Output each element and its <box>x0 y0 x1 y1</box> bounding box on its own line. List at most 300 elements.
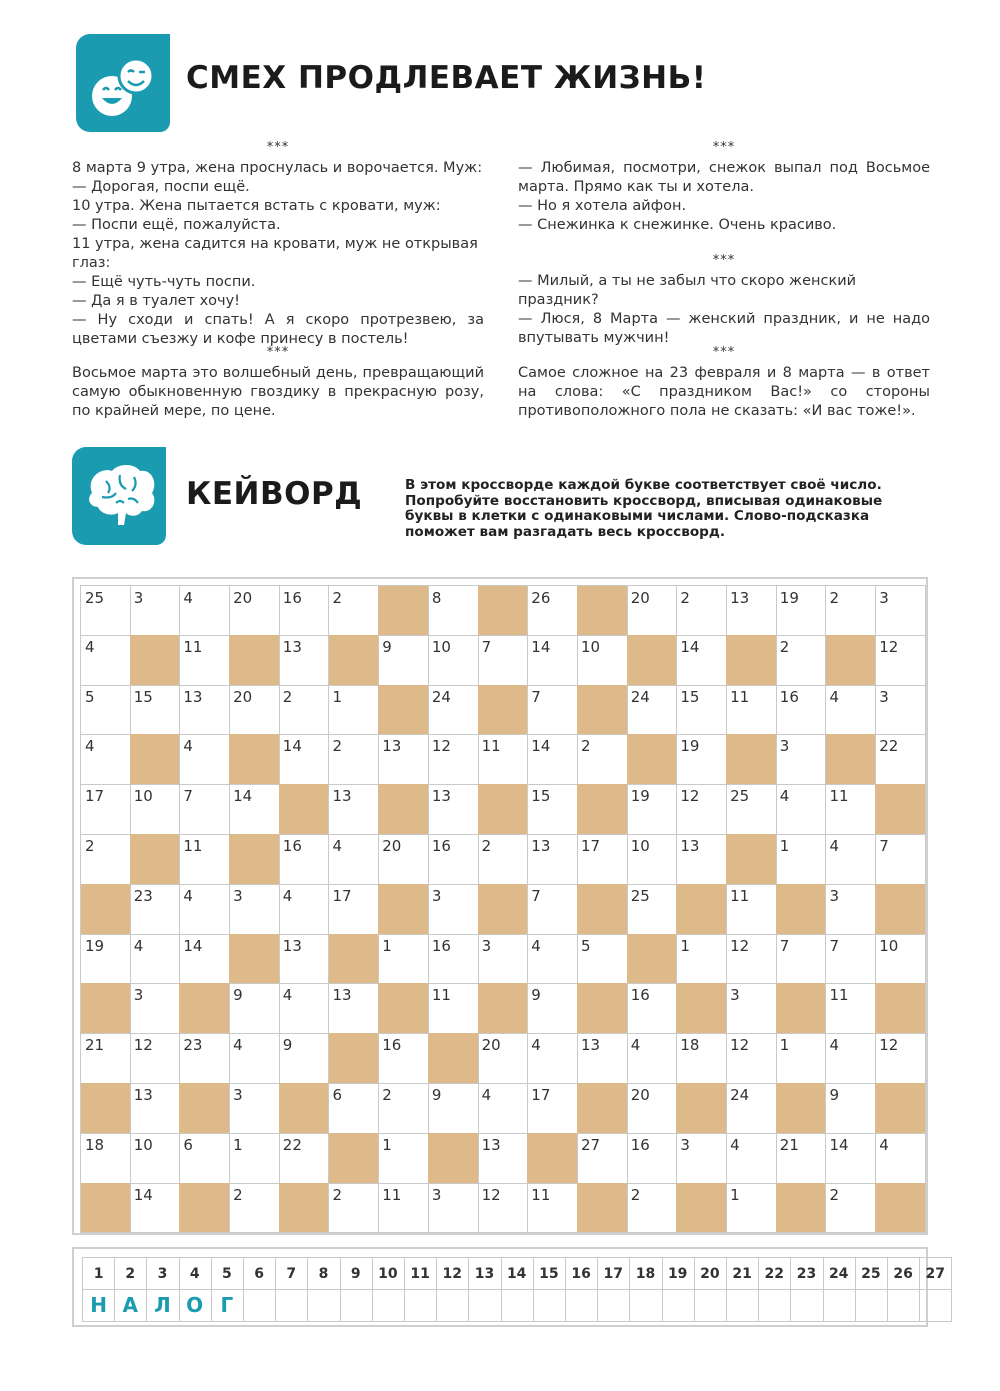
crossword-cell[interactable] <box>130 1183 181 1234</box>
crossword-cell[interactable] <box>627 884 678 935</box>
cell-number: 24 <box>730 1086 750 1104</box>
crossword-cell[interactable] <box>776 734 827 785</box>
crossword-cell[interactable] <box>478 934 529 985</box>
crossword-cell[interactable] <box>527 934 578 985</box>
crossword-cell[interactable] <box>527 685 578 736</box>
cell-number: 4 <box>282 886 293 905</box>
crossword-cell[interactable] <box>826 884 877 935</box>
cell-number: 11 <box>382 1185 402 1204</box>
crossword-cell[interactable] <box>726 884 777 935</box>
crossword-cell[interactable] <box>378 1083 429 1134</box>
joke-line: 11 утра, жена садится на кровати, муж не открывая глаз: <box>72 236 478 271</box>
crossword-cell[interactable] <box>329 734 380 785</box>
crossword-grid <box>72 577 928 1235</box>
crossword-cell[interactable] <box>229 1083 280 1134</box>
crossword-block-cell <box>577 1083 628 1134</box>
key-number: 23 <box>790 1257 823 1290</box>
crossword-cell[interactable] <box>726 1133 777 1184</box>
cell-number: 12 <box>133 1036 153 1055</box>
crossword-block-cell <box>378 983 429 1034</box>
joke-line: Восьмое марта это волшебный день, превращающий самую обыкновенную гвоздику в прекрасную розу, по крайней мере, по цене. <box>72 365 484 419</box>
crossword-block-cell <box>378 585 429 636</box>
crossword-cell[interactable] <box>875 834 926 885</box>
crossword-cell[interactable] <box>279 585 330 636</box>
crossword-cell[interactable] <box>179 834 230 885</box>
cell-number: 3 <box>133 589 144 607</box>
cell-number: 2 <box>829 1185 840 1204</box>
joke-line: — Ну сходи и спать! А я скоро протрезвею, за цветами съезжу и кофе принесу в постель! <box>72 312 484 347</box>
key-letter-input[interactable] <box>758 1289 791 1322</box>
cell-number: 20 <box>630 589 650 607</box>
crossword-block-cell <box>378 884 429 935</box>
crossword-cell[interactable] <box>478 1133 529 1184</box>
crossword-cell[interactable] <box>329 685 380 736</box>
cell-number: 10 <box>133 1135 153 1154</box>
cell-number: 3 <box>431 886 442 905</box>
crossword-cell[interactable] <box>478 834 529 885</box>
key-number: 11 <box>404 1257 437 1290</box>
crossword-cell[interactable] <box>776 585 827 636</box>
cell-number: 13 <box>481 1135 501 1154</box>
crossword-cell[interactable] <box>329 1083 380 1134</box>
crossword-cell[interactable] <box>726 1183 777 1234</box>
crossword-block-cell <box>776 1083 827 1134</box>
crossword-cell[interactable] <box>776 834 827 885</box>
key-letter-input[interactable] <box>919 1289 952 1322</box>
cell-number: 16 <box>630 1135 650 1154</box>
crossword-cell[interactable] <box>130 585 181 636</box>
cell-number: 2 <box>680 589 690 607</box>
key-number: 5 <box>211 1257 244 1290</box>
crossword-cell[interactable] <box>826 1083 877 1134</box>
crossword-cell[interactable] <box>627 983 678 1034</box>
crossword-cell[interactable] <box>478 1033 529 1084</box>
crossword-cell[interactable] <box>776 934 827 985</box>
cell-number: 13 <box>133 1086 153 1104</box>
crossword-cell[interactable] <box>229 685 280 736</box>
crossword-cell[interactable] <box>577 834 628 885</box>
cell-number: 26 <box>531 589 551 607</box>
cell-number: 11 <box>730 687 750 706</box>
crossword-cell[interactable] <box>527 734 578 785</box>
crossword-block-cell <box>378 784 429 835</box>
cell-number: 17 <box>581 837 601 855</box>
crossword-cell[interactable] <box>478 734 529 785</box>
key-letter-input[interactable] <box>823 1289 856 1322</box>
cell-number: 20 <box>233 687 253 706</box>
crossword-cell[interactable] <box>676 834 727 885</box>
crossword-cell[interactable] <box>279 734 330 785</box>
key-letter-input[interactable] <box>468 1289 501 1322</box>
cell-number: 13 <box>183 687 203 706</box>
crossword-cell[interactable] <box>179 635 230 686</box>
key-letter-input[interactable] <box>597 1289 630 1322</box>
crossword-cell[interactable] <box>676 685 727 736</box>
joke-right-2 <box>518 254 930 348</box>
crossword-block-cell <box>676 1083 727 1134</box>
crossword-cell[interactable] <box>229 1033 280 1084</box>
crossword-cell[interactable] <box>875 635 926 686</box>
key-letter-input[interactable] <box>533 1289 566 1322</box>
crossword-cell[interactable] <box>179 884 230 935</box>
crossword-cell[interactable] <box>80 635 131 686</box>
key-letter-input[interactable]: О <box>179 1289 212 1322</box>
crossword-cell[interactable] <box>527 784 578 835</box>
crossword-cell[interactable] <box>378 635 429 686</box>
crossword-cell[interactable] <box>826 834 877 885</box>
crossword-cell[interactable] <box>527 635 578 686</box>
crossword-cell[interactable] <box>676 1133 727 1184</box>
crossword-cell[interactable] <box>527 1183 578 1234</box>
key-letter-input[interactable] <box>436 1289 469 1322</box>
crossword-cell[interactable] <box>676 585 727 636</box>
crossword-cell[interactable] <box>428 585 479 636</box>
crossword-cell[interactable] <box>279 1133 330 1184</box>
crossword-cell[interactable] <box>527 585 578 636</box>
crossword-cell[interactable] <box>875 734 926 785</box>
crossword-cell[interactable] <box>428 734 479 785</box>
crossword-cell[interactable] <box>428 784 479 835</box>
crossword-cell[interactable] <box>279 1033 330 1084</box>
crossword-cell[interactable] <box>826 1133 877 1184</box>
crossword-cell[interactable] <box>329 784 380 835</box>
crossword-block-cell <box>279 784 330 835</box>
cell-number: 13 <box>730 589 750 607</box>
crossword-cell[interactable] <box>676 784 727 835</box>
cell-number: 13 <box>431 787 451 806</box>
crossword-cell[interactable] <box>378 1183 429 1234</box>
crossword-cell[interactable] <box>478 1083 529 1134</box>
cell-number: 23 <box>183 1036 203 1055</box>
joke-separator: *** <box>712 345 736 360</box>
crossword-cell[interactable] <box>776 1033 827 1084</box>
crossword-cell[interactable] <box>130 685 181 736</box>
cell-number: 5 <box>85 687 95 706</box>
crossword-block-cell <box>875 884 926 935</box>
cell-number: 4 <box>85 637 95 656</box>
crossword-block-cell <box>229 834 280 885</box>
crossword-block-cell <box>229 934 280 985</box>
cell-number: 20 <box>481 1036 501 1055</box>
crossword-cell[interactable] <box>577 934 628 985</box>
crossword-cell[interactable] <box>428 635 479 686</box>
key-letter-input[interactable] <box>275 1289 308 1322</box>
crossword-cell[interactable] <box>826 1033 877 1084</box>
crossword-cell[interactable] <box>130 784 181 835</box>
cell-number: 4 <box>829 837 840 855</box>
key-letter-input[interactable]: А <box>114 1289 147 1322</box>
key-letter-input[interactable] <box>307 1289 340 1322</box>
crossword-cell[interactable] <box>378 734 429 785</box>
crossword-cell[interactable] <box>875 685 926 736</box>
crossword-cell[interactable] <box>875 934 926 985</box>
crossword-block-cell <box>229 635 280 686</box>
cell-number: 24 <box>431 687 451 706</box>
cell-number: 2 <box>779 637 790 656</box>
cell-number: 16 <box>382 1036 402 1055</box>
cell-number: 1 <box>382 936 392 955</box>
crossword-cell[interactable] <box>826 784 877 835</box>
crossword-block-cell <box>378 685 429 736</box>
crossword-cell[interactable] <box>726 983 777 1034</box>
key-letter-input[interactable] <box>790 1289 823 1322</box>
crossword-cell[interactable] <box>428 1183 479 1234</box>
cell-number: 4 <box>879 1135 889 1154</box>
cell-number: 4 <box>282 986 293 1005</box>
crossword-cell[interactable] <box>179 784 230 835</box>
crossword-cell[interactable] <box>627 784 678 835</box>
cell-number: 2 <box>829 589 840 607</box>
crossword-cell[interactable] <box>179 685 230 736</box>
crossword-cell[interactable] <box>329 834 380 885</box>
crossword-cell[interactable] <box>428 1083 479 1134</box>
joke-line: — Но я хотела айфон. <box>518 198 687 214</box>
cell-number: 4 <box>85 737 95 756</box>
crossword-cell[interactable] <box>577 1133 628 1184</box>
crossword-cell[interactable] <box>80 685 131 736</box>
crossword-cell[interactable] <box>726 585 777 636</box>
crossword-cell[interactable] <box>229 1133 280 1184</box>
crossword-cell[interactable] <box>329 585 380 636</box>
crossword-cell[interactable] <box>428 983 479 1034</box>
cell-number: 12 <box>680 787 700 806</box>
crossword-cell[interactable] <box>676 734 727 785</box>
crossword-cell[interactable] <box>577 635 628 686</box>
crossword-cell[interactable] <box>229 983 280 1034</box>
crossword-cell[interactable] <box>826 685 877 736</box>
crossword-cell[interactable] <box>627 1133 678 1184</box>
cell-number: 14 <box>680 637 700 656</box>
crossword-block-cell <box>826 734 877 785</box>
crossword-cell[interactable] <box>676 1033 727 1084</box>
cell-number: 13 <box>531 837 551 855</box>
crossword-cell[interactable] <box>179 1133 230 1184</box>
crossword-cell[interactable] <box>676 934 727 985</box>
crossword-block-cell <box>478 884 529 935</box>
cell-number: 12 <box>431 737 451 756</box>
crossword-cell[interactable] <box>279 635 330 686</box>
key-letter-input[interactable] <box>565 1289 598 1322</box>
cell-number: 9 <box>382 637 392 656</box>
key-number: 27 <box>919 1257 952 1290</box>
key-letter-input[interactable] <box>726 1289 759 1322</box>
key-number: 4 <box>179 1257 212 1290</box>
crossword-block-cell <box>329 635 380 686</box>
crossword-cell[interactable] <box>527 884 578 935</box>
joke-line: 10 утра. Жена пытается встать с кровати, муж: <box>72 198 441 214</box>
key-letter-input[interactable] <box>340 1289 373 1322</box>
cell-number: 3 <box>879 589 889 607</box>
crossword-cell[interactable] <box>279 884 330 935</box>
crossword-cell[interactable] <box>428 834 479 885</box>
crossword-cell[interactable] <box>130 934 181 985</box>
crossword-cell[interactable] <box>179 734 230 785</box>
cell-number: 1 <box>382 1135 392 1154</box>
crossword-cell[interactable] <box>776 1133 827 1184</box>
cell-number: 2 <box>382 1086 392 1104</box>
crossword-cell[interactable] <box>527 1033 578 1084</box>
crossword-cell[interactable] <box>428 884 479 935</box>
crossword-cell[interactable] <box>627 1083 678 1134</box>
crossword-cell[interactable] <box>229 585 280 636</box>
crossword-cell[interactable] <box>826 585 877 636</box>
key-number: 13 <box>468 1257 501 1290</box>
cell-number: 2 <box>282 687 293 706</box>
crossword-cell[interactable] <box>179 1033 230 1084</box>
cell-number: 2 <box>332 589 343 607</box>
crossword-cell[interactable] <box>80 934 131 985</box>
crossword-cell[interactable] <box>726 934 777 985</box>
key-number: 9 <box>340 1257 373 1290</box>
cell-number: 4 <box>481 1086 492 1104</box>
crossword-cell[interactable] <box>776 784 827 835</box>
crossword-block-cell <box>229 734 280 785</box>
crossword-cell[interactable] <box>329 983 380 1034</box>
crossword-cell[interactable] <box>875 1133 926 1184</box>
crossword-cell[interactable] <box>875 1033 926 1084</box>
crossword-cell[interactable] <box>826 934 877 985</box>
crossword-cell[interactable] <box>279 685 330 736</box>
cell-number: 19 <box>779 589 799 607</box>
key-number: 10 <box>372 1257 405 1290</box>
crossword-cell[interactable] <box>776 635 827 686</box>
cell-number: 22 <box>282 1135 302 1154</box>
crossword-cell[interactable] <box>726 784 777 835</box>
crossword-cell[interactable] <box>726 1033 777 1084</box>
key-letter-input[interactable]: Н <box>82 1289 115 1322</box>
crossword-cell[interactable] <box>826 1183 877 1234</box>
crossword-cell[interactable] <box>229 1183 280 1234</box>
key-letter-input[interactable] <box>501 1289 534 1322</box>
crossword-cell[interactable] <box>627 685 678 736</box>
key-letter-input[interactable] <box>694 1289 727 1322</box>
key-letter-input[interactable]: Г <box>211 1289 244 1322</box>
cell-number: 11 <box>730 886 750 905</box>
crossword-cell[interactable] <box>875 585 926 636</box>
crossword-cell[interactable] <box>80 1033 131 1084</box>
key-number: 26 <box>887 1257 920 1290</box>
cell-number: 12 <box>481 1185 501 1204</box>
joke-line: — Милый, а ты не забыл что скоро женский праздник? <box>518 273 857 308</box>
crossword-cell[interactable] <box>527 983 578 1034</box>
crossword-cell[interactable] <box>527 1083 578 1134</box>
crossword-cell[interactable] <box>229 884 280 935</box>
crossword-cell[interactable] <box>80 585 131 636</box>
crossword-cell[interactable] <box>80 784 131 835</box>
key-letter-input[interactable] <box>662 1289 695 1322</box>
crossword-cell[interactable] <box>726 685 777 736</box>
cell-number: 3 <box>431 1185 442 1204</box>
key-letter-input[interactable]: Л <box>146 1289 179 1322</box>
key-letter-input[interactable] <box>404 1289 437 1322</box>
crossword-cell[interactable] <box>179 585 230 636</box>
cell-number: 13 <box>581 1036 601 1055</box>
crossword-cell[interactable] <box>130 1133 181 1184</box>
crossword-cell[interactable] <box>130 1083 181 1134</box>
key-number: 18 <box>629 1257 662 1290</box>
crossword-cell[interactable] <box>80 834 131 885</box>
cell-number: 15 <box>680 687 700 706</box>
crossword-block-cell <box>130 834 181 885</box>
crossword-block-cell <box>776 884 827 935</box>
crossword-block-cell <box>627 934 678 985</box>
crossword-cell[interactable] <box>577 1033 628 1084</box>
crossword-cell[interactable] <box>527 834 578 885</box>
crossword-cell[interactable] <box>478 635 529 686</box>
crossword-cell[interactable] <box>130 983 181 1034</box>
crossword-cell[interactable] <box>378 1133 429 1184</box>
crossword-block-cell <box>179 1083 230 1134</box>
crossword-cell[interactable] <box>130 1033 181 1084</box>
crossword-cell[interactable] <box>279 934 330 985</box>
cell-number: 2 <box>233 1185 243 1204</box>
key-letter-input[interactable] <box>855 1289 888 1322</box>
crossword-cell[interactable] <box>627 1033 678 1084</box>
cell-number: 11 <box>183 837 203 855</box>
key-letter-input[interactable] <box>887 1289 920 1322</box>
joke-separator: *** <box>266 345 290 360</box>
cell-number: 14 <box>829 1135 849 1154</box>
crossword-block-cell <box>478 585 529 636</box>
cell-number: 3 <box>829 886 840 905</box>
crossword-block-cell <box>80 884 131 935</box>
cell-number: 25 <box>85 589 105 607</box>
cell-number: 11 <box>481 737 501 756</box>
key-letter-input[interactable] <box>372 1289 405 1322</box>
crossword-cell[interactable] <box>279 983 330 1034</box>
crossword-cell[interactable] <box>80 734 131 785</box>
crossword-block-cell <box>577 983 628 1034</box>
cell-number: 3 <box>680 1135 690 1154</box>
crossword-cell[interactable] <box>329 1183 380 1234</box>
crossword-cell[interactable] <box>179 934 230 985</box>
crossword-block-cell <box>676 884 727 935</box>
crossword-block-cell <box>726 734 777 785</box>
crossword-cell[interactable] <box>676 635 727 686</box>
crossword-cell[interactable] <box>826 983 877 1034</box>
crossword-cell[interactable] <box>378 1033 429 1084</box>
crossword-cell[interactable] <box>627 834 678 885</box>
cell-number: 3 <box>233 886 243 905</box>
cell-number: 4 <box>630 1036 641 1055</box>
cell-number: 3 <box>730 986 740 1005</box>
crossword-cell[interactable] <box>478 1183 529 1234</box>
key-letter-input[interactable] <box>629 1289 662 1322</box>
crossword-cell[interactable] <box>229 784 280 835</box>
cell-number: 4 <box>183 589 193 607</box>
crossword-cell[interactable] <box>378 934 429 985</box>
crossword-cell[interactable] <box>329 884 380 935</box>
key-number: 17 <box>597 1257 630 1290</box>
cell-number: 1 <box>779 1036 790 1055</box>
crossword-cell[interactable] <box>279 834 330 885</box>
crossword-cell[interactable] <box>428 685 479 736</box>
cell-number: 13 <box>382 737 402 756</box>
crossword-cell[interactable] <box>577 734 628 785</box>
theater-masks-icon <box>76 34 170 132</box>
crossword-cell[interactable] <box>428 934 479 985</box>
crossword-cell[interactable] <box>627 585 678 636</box>
crossword-block-cell <box>80 983 131 1034</box>
crossword-cell[interactable] <box>776 685 827 736</box>
crossword-cell[interactable] <box>378 834 429 885</box>
cell-number: 2 <box>481 837 492 855</box>
key-letter-input[interactable] <box>243 1289 276 1322</box>
crossword-cell[interactable] <box>130 884 181 935</box>
crossword-cell[interactable] <box>627 1183 678 1234</box>
crossword-cell[interactable] <box>80 1133 131 1184</box>
crossword-cell[interactable] <box>726 1083 777 1134</box>
